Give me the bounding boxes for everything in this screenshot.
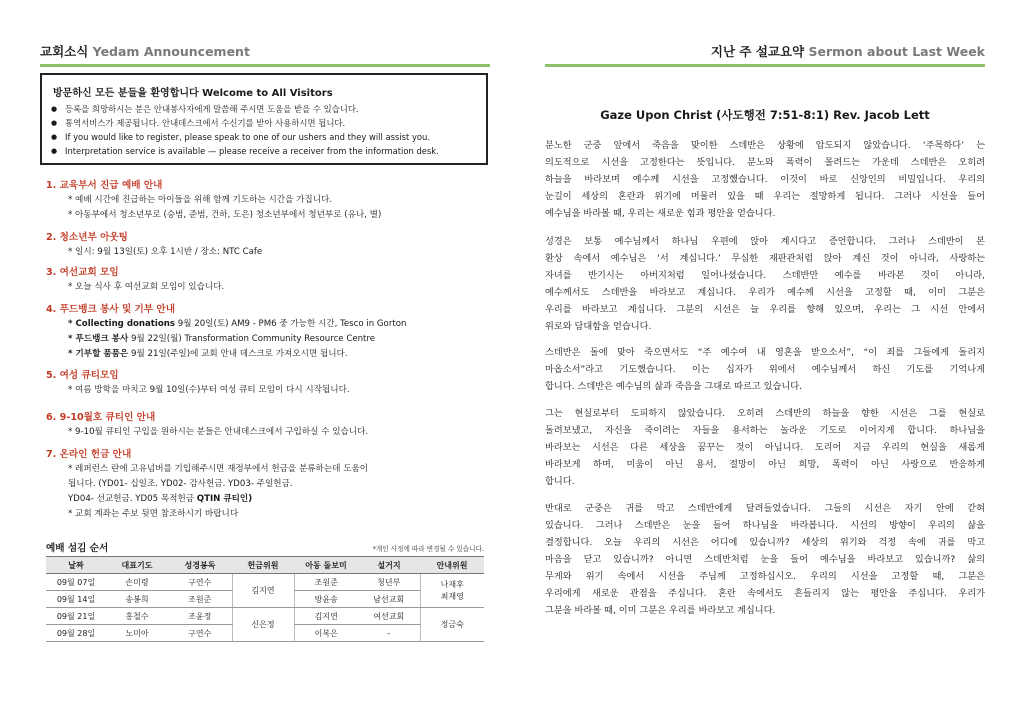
section-line: * 예배 시간에 진급하는 아이들을 위해 함께 기도하는 시간을 가집니다.	[68, 195, 333, 205]
date-cell: 09월 28일	[46, 625, 106, 642]
sermon-line: 자녀를 반기시는 아버지처럼 일어나셨습니다. 스데반만 예수를 바라본 것이 아니라,	[545, 270, 985, 281]
table-row	[46, 608, 484, 625]
sermon-line: 의도적으로 시선을 고정한다는 뜻입니다. 분노와 폭력이 몰려드는 가운데 스데반은 오히려	[545, 157, 985, 168]
sermon-header-ko: 지난 주 설교요약	[710, 44, 805, 59]
column-header: 헌금위원	[232, 557, 294, 574]
usher-cell: 나재후 최재영	[420, 574, 484, 608]
reading-cell: 조윤정	[168, 608, 232, 625]
section-line: * 아동부에서 청소년부로 (승범, 준범, 건하, 도은) 청소년부에서 청년부로 (유나, 별)	[68, 210, 382, 220]
sermon-line: 우리를 바라보고 계십니다. 그분의 시선은 늘 우리를 향해 있으며, 우리는 그 시선 안에서	[545, 304, 985, 315]
welcome-title: 방문하신 모든 분들을 환영합니다 Welcome to All Visitors	[53, 88, 333, 99]
sermon-line: 눈길이 세상의 혼란과 위기에 머물러 있을 때 우리는 절망하게 됩니다. 그러나 시선을 들어	[545, 191, 985, 202]
announcement-section-2	[46, 231, 486, 260]
child-care-cell: 김지연	[294, 608, 358, 625]
schedule-note: *개인 사정에 따라 변경될 수 있습니다.	[372, 545, 484, 553]
section-line: * 기부할 품품은 9월 21일(주일)에 교회 안내 데스크로 가져오시면 됩니다.	[68, 349, 348, 359]
sermon-paragraph	[545, 500, 985, 619]
prayer-cell: 홍철수	[106, 608, 168, 625]
column-header: 성경봉독	[168, 557, 232, 574]
sermon-line: 합니다.	[545, 476, 575, 487]
section-line: * Collecting donations 9월 20일(토) AM9 - PM6 중 가능한 시간, Tesco in Gorton	[68, 319, 407, 329]
sermon-line: 바라보는 시선은 다른 세상을 꿈꾸는 것이 아닙니다. 도리어 지금 우리의 현실을 새롭게	[545, 442, 985, 453]
sermon-line: 있습니다. 그러나 스데반은 눈을 들어 하나님을 바라봅니다. 시선의 방향이 우리의 삶을	[545, 520, 985, 531]
section-title: 3. 여선교회 모임	[46, 267, 119, 278]
dishes-cell: 남선교회	[358, 591, 420, 608]
column-header: 대표기도	[106, 557, 168, 574]
section-line: * 일시: 9월 13일(토) 오후 1시반 / 장소: NTC Cafe	[68, 247, 263, 257]
section-title: 5. 여성 큐티모임	[46, 370, 119, 381]
announcement-header-en: Yedam Announcement	[92, 44, 250, 59]
welcome-item: ● If you would like to register, please speak to one of our ushers and they will assist you.	[51, 130, 439, 144]
section-line: * 레퍼런스 란에 고유넘버를 기입해주시면 재정부에서 헌금을 분류하는데 도움이	[68, 464, 369, 474]
prayer-cell: 송봉희	[106, 591, 168, 608]
reading-cell: 구연수	[168, 625, 232, 642]
sermon-line: 결정합니다. 오늘 우리의 시선은 어디에 있습니까? 세상의 위기와 걱정 속에 귀를 막고	[545, 537, 985, 548]
usher-cell: 정금숙	[420, 608, 484, 642]
sermon-line: 바라보게 하며, 미움이 아닌 용서, 절망이 아닌 희망, 폭력이 아닌 사랑으로 반응하게	[545, 459, 985, 470]
prayer-cell: 노미아	[106, 625, 168, 642]
column-header: 설거지	[358, 557, 420, 574]
header-divider	[545, 64, 985, 67]
schedule-header-row	[46, 557, 484, 574]
offering-cell: 김지연	[232, 574, 294, 608]
announcement-section-4	[46, 303, 486, 362]
section-line: 됩니다. (YD01- 십일조. YD02- 감사헌금. YD03- 주일헌금.	[68, 479, 293, 489]
announcement-section-5	[46, 369, 486, 398]
child-care-cell: 이복은	[294, 625, 358, 642]
sermon-line: 마옵소서”라고 기도했습니다. 이는 십자가 위에서 예수님께서 하신 기도를 기억나게	[545, 364, 985, 375]
sermon-line: 분노한 군중 앞에서 죽음을 맞이한 스데반은 상황에 압도되지 않았습니다. ‘주목하다’ 는	[545, 140, 985, 151]
sermon-line: 하늘을 바라보며 예수께 시선을 고정했습니다. 이것이 바로 신앙인의 비밀입니다. 우리의	[545, 174, 985, 185]
sermon-line: 스데반은 돌에 맞아 죽으면서도 “주 예수여 내 영혼을 받으소서”, “이 죄를 그들에게 돌리지	[545, 347, 985, 358]
sermon-paragraph	[545, 344, 985, 395]
sermon-paragraph	[545, 405, 985, 490]
section-line: * 푸드뱅크 봉사 9월 22일(월) Transformation Community Resource Centre	[68, 334, 376, 344]
welcome-box	[40, 73, 488, 165]
column-header: 아동 돌보미	[294, 557, 358, 574]
sermon-header	[711, 42, 985, 60]
dishes-cell: 청년부	[358, 574, 420, 591]
header-divider	[40, 64, 490, 67]
announcement-section-7	[46, 448, 486, 522]
sermon-line: 위로와 담대함을 얻습니다.	[545, 321, 652, 332]
dishes-cell: -	[358, 625, 420, 642]
prayer-cell: 손미령	[106, 574, 168, 591]
sermon-paragraph	[545, 137, 985, 222]
column-header: 날짜	[46, 557, 106, 574]
sermon-line: 예수께서도 스데반을 바라보고 계십니다. 우리가 예수께 시선을 고정할 때, 이미 그분은	[545, 287, 985, 298]
sermon-line: 그분을 바라볼 때, 이미 그분은 우리를 바라보고 계십니다.	[545, 605, 776, 616]
section-line: YD04- 선교헌금. YD05 목적헌금 QTIN 큐티인)	[68, 494, 253, 504]
offering-cell: 신은정	[232, 608, 294, 642]
announcement-section-1	[46, 179, 486, 223]
announcement-header-ko: 교회소식	[40, 44, 89, 59]
section-title: 7. 온라인 헌금 안내	[46, 449, 132, 460]
schedule-table	[46, 556, 484, 642]
section-line: * 교회 계좌는 주보 뒷면 참조하시기 바랍니다	[68, 509, 239, 519]
welcome-list	[51, 102, 439, 158]
sermon-line: 무게와 위기 속에서 시선을 주님께 고정하십시오. 우리의 시선을 고정할 때, 그분은	[545, 571, 985, 582]
sermon-line: 돌려보냈고, 자신을 죽이려는 자들을 용서하는 놀라운 기도로 이어지게 합니다. 하나님을	[545, 425, 985, 436]
date-cell: 09월 07일	[46, 574, 106, 591]
child-care-cell: 조원준	[294, 574, 358, 591]
announcement-header	[40, 42, 250, 60]
section-title: 1. 교육부서 진급 예배 안내	[46, 180, 163, 191]
section-title: 6. 9-10월호 큐티인 안내	[46, 412, 156, 423]
sermon-line: 성경은 보통 예수님께서 하나님 우편에 앉아 계시다고 증언합니다. 그러나 스데반이 본	[545, 236, 985, 247]
section-line: * 오늘 식사 후 여선교회 모임이 있습니다.	[68, 282, 225, 292]
sermon-header-en: Sermon about Last Week	[808, 44, 985, 59]
sermon-line: 그는 현실로부터 도피하지 않았습니다. 오히려 스데반의 하늘을 향한 시선은 그를 현실로	[545, 408, 985, 419]
welcome-item: ● Interpretation service is available — please receive a receiver from the information desk.	[51, 144, 439, 158]
sermon-title: Gaze Upon Christ (사도행전 7:51-8:1) Rev. Jacob Lett	[600, 108, 930, 122]
section-title: 2. 청소년부 아웃팅	[46, 232, 128, 243]
sermon-line: 우리에게 새로운 관점을 주십니다. 혼란 속에서도 흔들리지 않는 평안을 주십니다. 우리가	[545, 588, 985, 599]
date-cell: 09월 14일	[46, 591, 106, 608]
sermon-line: 합니다. 스데반은 예수님의 삶과 죽음을 그대로 따르고 있습니다.	[545, 381, 803, 392]
section-title: 4. 푸드뱅크 봉사 및 기부 안내	[46, 304, 175, 315]
sermon-line: 반대로 군중은 귀를 막고 스데반에게 달려들었습니다. 그들의 시선은 자기 안에 갇혀	[545, 503, 985, 514]
section-line: * 여름 방학을 마치고 9월 10일(수)부터 여성 큐티 모임이 다시 시작됩니다.	[68, 385, 350, 395]
sermon-line: 마음을 닫고 있습니까? 아니면 스데반처럼 눈을 들어 예수님을 바라보고 있습니까? 삶의	[545, 554, 985, 565]
reading-cell: 조원준	[168, 591, 232, 608]
table-row	[46, 574, 484, 591]
sermon-line: 환상 속에서 예수님은 ‘서 계십니다.’ 무심한 재판관처럼 앉아 계신 것이 아니라, 사랑하는	[545, 253, 985, 264]
section-line: * 9-10월 큐티인 구입을 원하시는 분들은 안내데스크에서 구입하실 수 있습니다.	[68, 427, 369, 437]
sermon-paragraph	[545, 233, 985, 335]
announcement-section-6	[46, 411, 486, 440]
welcome-item: ● 등록을 희망하시는 분은 안내봉사자에게 말씀해 주시면 도움을 받을 수 있습니다.	[51, 102, 439, 116]
schedule-title: 예배 섬김 순서	[46, 543, 109, 554]
welcome-item: ● 통역서비스가 제공됩니다. 안내데스크에서 수신기를 받아 사용하시면 됩니다.	[51, 116, 439, 130]
reading-cell: 구연수	[168, 574, 232, 591]
child-care-cell: 방윤송	[294, 591, 358, 608]
sermon-line: 예수님을 바라볼 때, 우리는 새로운 힘과 평안을 얻습니다.	[545, 208, 776, 219]
announcement-section-3	[46, 266, 486, 295]
column-header: 안내위원	[420, 557, 484, 574]
date-cell: 09월 21일	[46, 608, 106, 625]
dishes-cell: 여선교회	[358, 608, 420, 625]
